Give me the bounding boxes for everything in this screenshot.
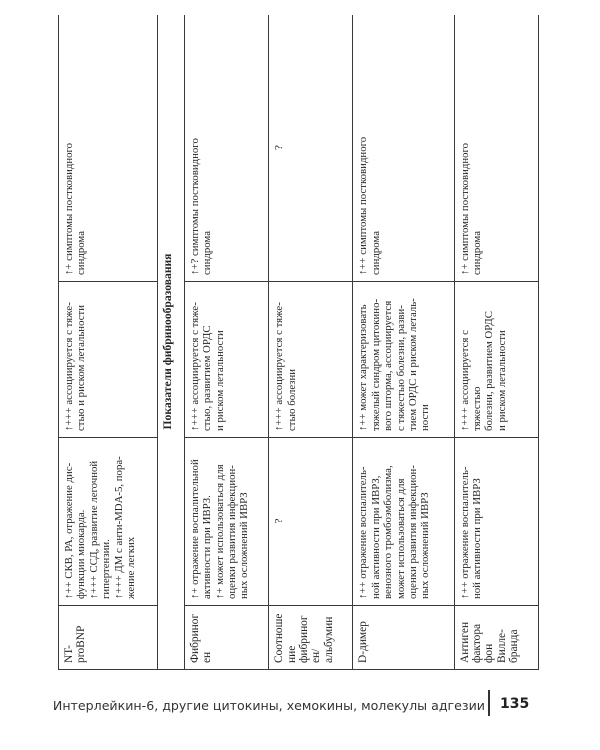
rotated-page xyxy=(58,15,539,670)
table-row xyxy=(269,15,353,670)
running-title: Интерлейкин-6, другие цитокины, хемокины, молекулы адгезии xyxy=(52,698,485,713)
col4-cell: ↑+? симптомы постковидного синдрома xyxy=(184,15,268,282)
col4-cell: ? xyxy=(269,15,353,282)
section-row xyxy=(158,15,184,670)
col3-cell: ↑++ может характеризовать тяжелый синдром цитокино- вого шторма, ассоциируется с тяжестью болезни, разви- тием ОРДС и риском леталь- ности xyxy=(353,282,454,438)
col2-cell: ? xyxy=(269,438,353,606)
table-row xyxy=(353,15,454,670)
col3-cell: ↑+++ ассоциируется с тяжестью болезни, развитием ОРДС и риском летальности xyxy=(454,282,538,438)
col2-cell: ↑++ отражение воспалитель- ной активности при ИВРЗ xyxy=(454,438,538,606)
row-name-cell: NT-proBNP xyxy=(59,606,158,670)
rotated-content xyxy=(58,15,539,670)
section-heading: Показатели фибринообразования xyxy=(158,15,184,670)
table-row xyxy=(59,15,158,670)
col2-cell: ↑++ отражение воспалитель- ной активности при ИВРЗ, венозного тромбоэмболизма, может использоваться для оценки развития инфекцион- ных осложнений ИВРЗ xyxy=(353,438,454,606)
page-footer xyxy=(0,682,600,716)
table-row xyxy=(454,15,538,670)
row-name-cell: D-димер xyxy=(353,606,454,670)
page-number: 135 xyxy=(500,696,530,712)
biomarker-table xyxy=(58,15,539,670)
row-name-cell: Соотношение фибриноген/ альбумин xyxy=(269,606,353,670)
table-row xyxy=(184,15,268,670)
col2-cell: ↑++ СКВ, РА, отражение дис- функции миокарда. ↑+++ ССД, развитие легочной гипертензии. ↑+++ ДМ с анти-MDA-5, пора- жение легких xyxy=(59,438,158,606)
col3-cell: ↑+++ ассоциируется с тяже- стью и риском летальности xyxy=(59,282,158,438)
footer-divider xyxy=(488,690,490,716)
col4-cell: ↑+ симптомы постковидного синдрома xyxy=(59,15,158,282)
col4-cell: ↑+ симптомы постковидного синдрома xyxy=(454,15,538,282)
col3-cell: ↑+++ ассоциируется с тяже- стью, развитием ОРДС и риском летальности xyxy=(184,282,268,438)
row-name-cell: Фибриноген xyxy=(184,606,268,670)
row-name-cell: Антиген фактора фон Вилле-бранда xyxy=(454,606,538,670)
col2-cell: ↑+ отражение воспалительной активности при ИВРЗ. ↑+ может использоваться для оценки развития инфекцион- ных осложнений ИВРЗ xyxy=(184,438,268,606)
col4-cell: ↑++ симптомы постковидного синдрома xyxy=(353,15,454,282)
col3-cell: ↑+++ ассоциируется с тяже- стью болезни xyxy=(269,282,353,438)
